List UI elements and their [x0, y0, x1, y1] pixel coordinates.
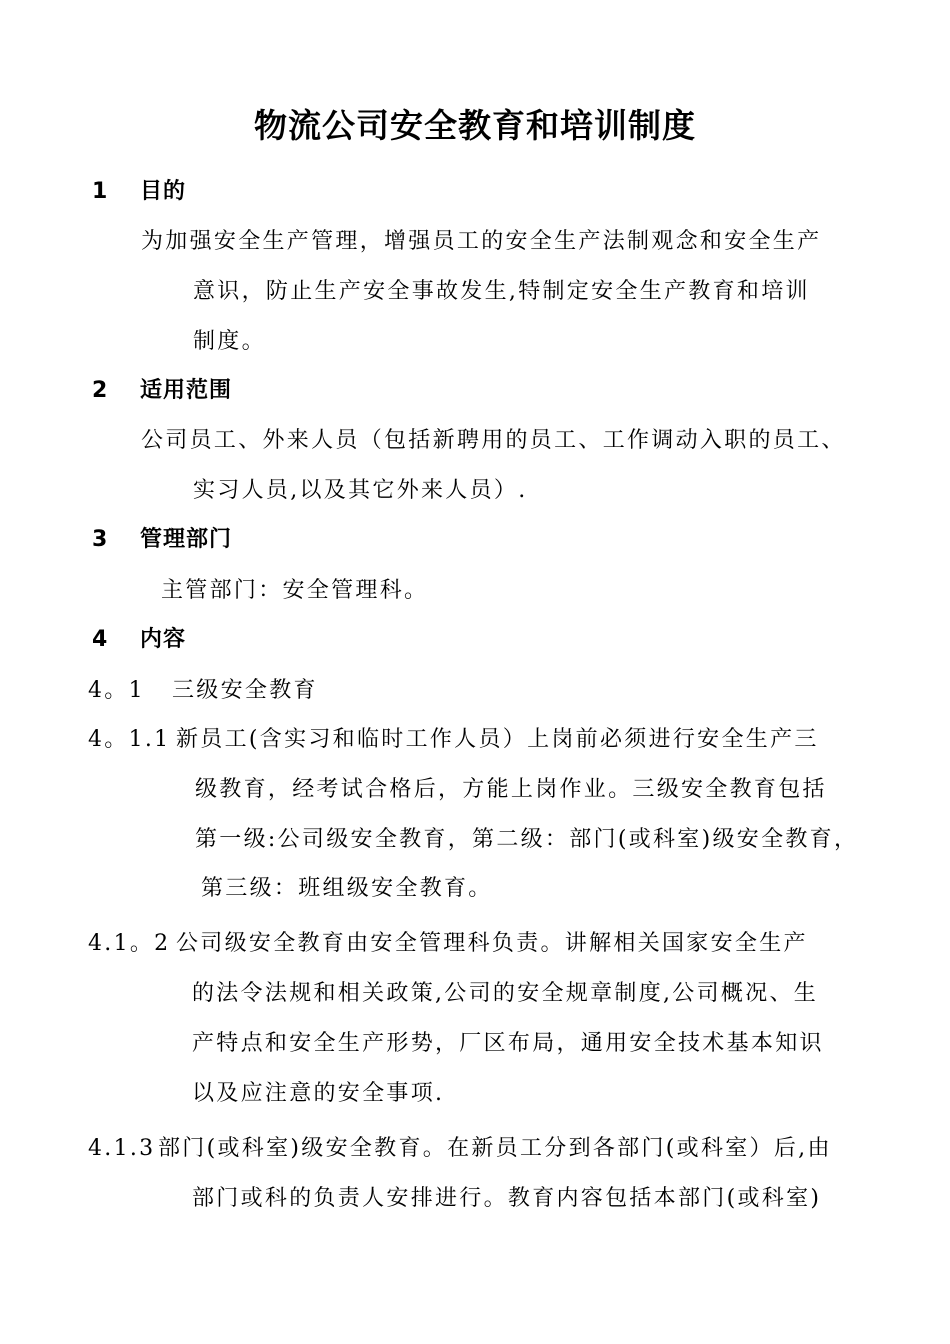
section-1-heading	[92, 177, 186, 207]
section-1-body-line: 为加强安全生产管理，增强员工的安全生产法制观念和安全生产	[141, 229, 822, 254]
subsection-4-1-2	[88, 929, 808, 959]
subsection-number: 4。1	[88, 678, 145, 703]
subsection-4-1-1	[88, 725, 819, 755]
section-title: 内容	[140, 627, 187, 652]
section-2-body-line: 实习人员,以及其它外来人员）.	[193, 478, 528, 503]
section-title: 管理部门	[140, 527, 233, 552]
subsection-line: 第三级：班组级安全教育。	[201, 876, 493, 901]
section-2-heading	[92, 376, 232, 406]
section-1-body-line: 意识，防止生产安全事故发生,特制定安全生产教育和培训	[193, 279, 810, 304]
subsection-line: 部门(或科室)级安全教育。在新员工分到各部门(或科室）后,由	[158, 1136, 832, 1161]
subsection-line: 级教育，经考试合格后，方能上岗作业。三级安全教育包括	[195, 777, 827, 802]
subsection-line: 产特点和安全生产形势，厂区布局，通用安全技术基本知识	[192, 1031, 824, 1056]
section-number: 2	[92, 378, 109, 403]
subsection-line: 的法令法规和相关政策,公司的安全规章制度,公司概况、生	[192, 981, 819, 1006]
section-4-heading	[92, 625, 186, 655]
section-3-body-line: 主管部门：安全管理科。	[161, 578, 429, 603]
section-2-body-line: 公司员工、外来人员（包括新聘用的员工、工作调动入职的员工、	[141, 428, 846, 453]
subsection-number: 4.1。2	[88, 931, 171, 956]
subsection-4-1	[88, 676, 318, 706]
section-title: 目的	[140, 179, 187, 204]
document-title: 物流公司安全教育和培训制度	[254, 106, 696, 145]
subsection-line: 公司级安全教育由安全管理科负责。讲解相关国家安全生产	[176, 931, 808, 956]
section-3-heading	[92, 525, 232, 555]
subsection-number: 4.1.3	[88, 1136, 156, 1161]
subsection-number: 4。1.1	[88, 727, 171, 752]
subsection-line: 第一级:公司级安全教育，第二级：部门(或科室)级安全教育，	[195, 827, 859, 852]
section-number: 4	[92, 627, 109, 652]
subsection-line: 新员工(含实习和临时工作人员）上岗前必须进行安全生产三	[176, 727, 819, 752]
section-1-body-line: 制度。	[193, 329, 266, 354]
subsection-line: 以及应注意的安全事项.	[192, 1081, 445, 1106]
subsection-line: 部门或科的负责人安排进行。教育内容包括本部门(或科室)	[192, 1186, 822, 1211]
subsection-text: 三级安全教育	[172, 678, 318, 703]
section-number: 3	[92, 527, 109, 552]
section-title: 适用范围	[140, 378, 233, 403]
subsection-4-1-3	[88, 1134, 832, 1164]
section-number: 1	[92, 179, 109, 204]
